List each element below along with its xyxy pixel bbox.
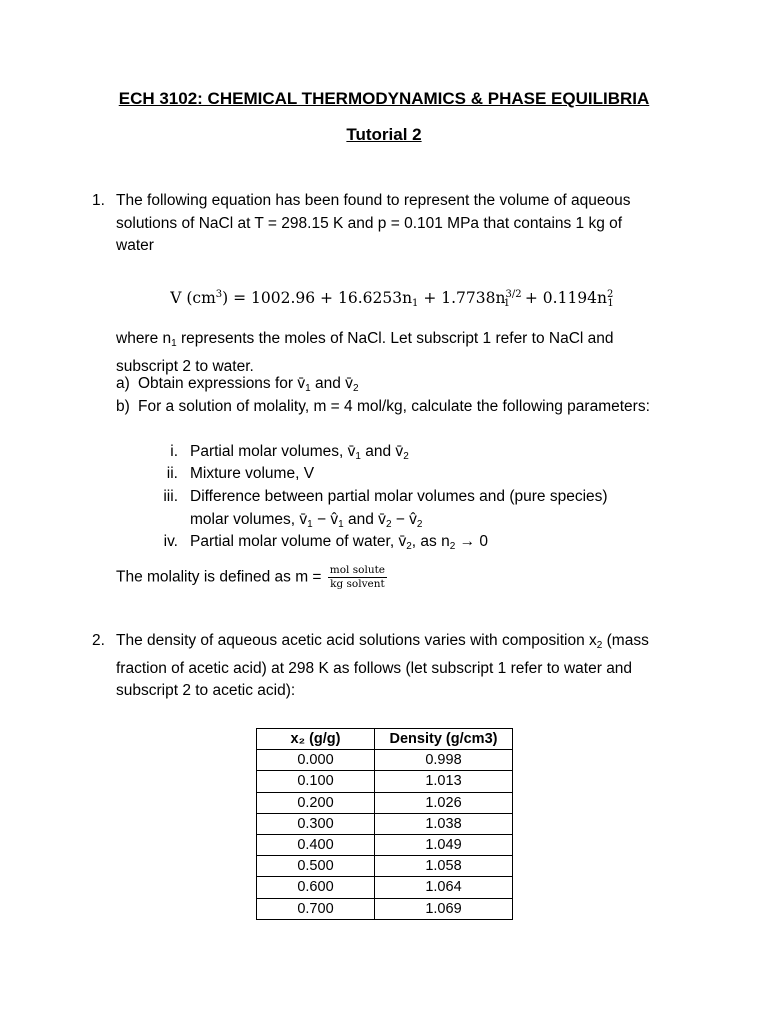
subitem-i: i. Partial molar volumes, $v̄_1$ and $v̄_2$: [170, 443, 409, 462]
table-header-row: [257, 729, 513, 750]
cell-x2: 0.000: [257, 750, 375, 771]
cell-x2: 0.300: [257, 813, 375, 834]
tutorial-title: Tutorial 2: [346, 125, 422, 144]
part-a: a) Obtain expressions for $v̄_1$ and $v̄_2$: [116, 375, 359, 394]
cell-density: 1.049: [375, 834, 513, 855]
question-1-where: where $n_1$ represents the moles of NaCl. Let subscript 1 refer to NaCl and subscript 2 to water.: [116, 330, 614, 375]
cell-density: 0.998: [375, 750, 513, 771]
cell-density: 1.064: [375, 877, 513, 898]
subitem-ii: ii. Mixture volume, V: [166, 465, 315, 482]
cell-density: 1.013: [375, 771, 513, 792]
table-row: [257, 813, 513, 834]
course-title: ECH 3102: CHEMICAL THERMODYNAMICS & PHASE EQUILIBRIA: [118, 89, 650, 108]
molality-definition: The molality is defined as m = $\frac{\text{mol solute}}{\text{kg solvent}}$: [116, 564, 386, 590]
table-row: [257, 877, 513, 898]
density-table: [256, 728, 513, 920]
question-2: 2. The density of aqueous acetic acid solutions varies with composition $x_2$ (mass fraction of acetic acid) at 298 K as follows (let subscript 1 refer to water and subscript 2 to acetic acid):: [92, 632, 649, 699]
cell-x2: 0.700: [257, 898, 375, 919]
cell-x2: 0.600: [257, 877, 375, 898]
header-density: Density (g/cm3): [375, 729, 513, 750]
question-intro: The following equation has been found to represent the volume of aqueous solutions of NaCl at T = 298.15 K and p = 0.101 MPa that contains 1 kg of water: [116, 192, 631, 254]
cell-x2: 0.200: [257, 792, 375, 813]
volume-equation: V $(cm^3) = 1002.96 + 16.6253n_1 + 1.7738n^{3/2}_1 + 0.1194n^2_1$: [170, 289, 614, 309]
subitem-iv: iv. Partial molar volume of water, $v̄_2$, as $n_2 \to 0$: [163, 533, 489, 552]
question-number: 1.: [92, 192, 105, 209]
cell-density: 1.038: [375, 813, 513, 834]
table-row: [257, 898, 513, 919]
cell-x2: 0.500: [257, 856, 375, 877]
table-row: [257, 856, 513, 877]
part-b: b) For a solution of molality, m = 4 mol/kg, calculate the following parameters:: [116, 398, 650, 415]
header-x2: x₂ (g/g): [257, 729, 375, 750]
cell-x2: 0.400: [257, 834, 375, 855]
cell-density: 1.026: [375, 792, 513, 813]
cell-density: 1.058: [375, 856, 513, 877]
question-1: [92, 190, 662, 258]
table-row: [257, 750, 513, 771]
question-number: 2.: [92, 632, 105, 649]
table-row: [257, 792, 513, 813]
cell-x2: 0.100: [257, 771, 375, 792]
cell-density: 1.069: [375, 898, 513, 919]
table-row: [257, 834, 513, 855]
table-row: [257, 771, 513, 792]
subitem-iii: iii. Difference between partial molar volumes and (pure species) molar volumes, $v̄_1$ − $v̂_1$ and $v̄_2$ − $v̂_2$: [163, 488, 608, 530]
